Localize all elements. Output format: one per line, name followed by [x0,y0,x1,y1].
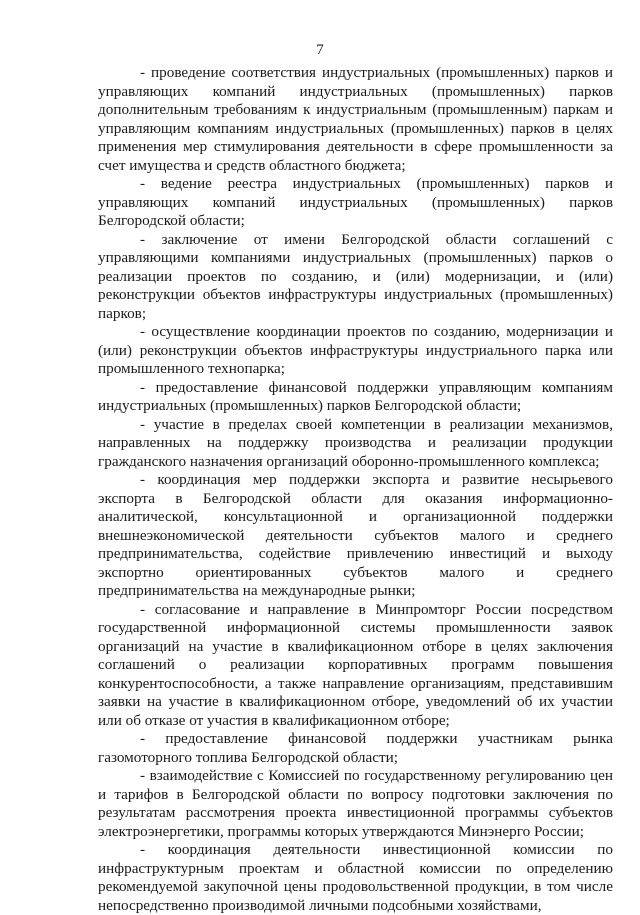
paragraph-defense-industry-support: - участие в пределах своей компетенции в реализации механизмов, направленных на поддержку производства и реализации продукции гражданского назначения организаций оборонно-промышленного комплекса; [98,415,613,470]
paragraph-gas-motor-fuel-support: - предоставление финансовой поддержки участникам рынка газомоторного топлива Белгородской области; [98,730,613,766]
paragraph-industrial-parks-compliance: - проведение соответствия индустриальных (промышленных) парков и управляющих компаний индустриальных (промышленных) парков дополнительным требованиям к индустриальным (промышленным) паркам и управляющим компаниям индустриальных (промышленных) парков в целях применения мер стимулирования деятельности в сфере промышленности за счет имущества и средств областного бюджета; [98,64,613,174]
paragraph-agreements-conclusion: - заключение от имени Белгородской области соглашений с управляющими компаниями индустриальных (промышленных) парков о реализации проектов по созданию, и (или) модернизации, и (или) реконструкции объектов инфраструктуры индустриальных (промышленных) парков; [98,230,613,322]
paragraph-investment-commission-coordination: - координация деятельности инвестиционной комиссии по инфраструктурным проектам и областной комиссии по определению рекомендуемой закупочной цены продовольственной продукции, в том числе непосредственно производимой личными подсобными хозяйствами, [98,841,613,914]
paragraph-financial-support-parks: - предоставление финансовой поддержки управляющим компаниям индустриальных (промышленных) парков Белгородской области; [98,378,613,414]
document-body [98,64,613,915]
paragraph-minpromtorg-applications: - согласование и направление в Минпромторг России посредством государственной информационной системы промышленности заявок организаций на участие в квалификационном отборе в целях заключения соглашений о реализации корпоративных программ повышения конкурентоспособности, а также направление организациям, представившим заявки на участие в квалификационном отборе, уведомлений об их участии или об отказе от участия в квалификационном отборе; [98,600,613,729]
paragraph-registry-maintenance: - ведение реестра индустриальных (промышленных) парков и управляющих компаний индустриальных (промышленных) парков Белгородской области; [98,175,613,229]
paragraph-project-coordination: - осуществление координации проектов по созданию, модернизации и (или) реконструкции объектов инфраструктуры индустриального парка или промышленного технопарка; [98,323,613,377]
paragraph-export-support: - координация мер поддержки экспорта и развитие несырьевого экспорта в Белгородской области для оказания информационно-аналитической, консультационной и организационной поддержки внешнеэкономической деятельности субъектов малого и среднего предпринимательства, содействие привлечению инвестиций и выходу экспортно ориентированных субъектов малого и среднего предпринимательства на международные рынки; [98,471,613,599]
page-number: 7 [316,42,324,58]
paragraph-tariff-commission-interaction: - взаимодействие с Комиссией по государственному регулированию цен и тарифов в Белгородской области по вопросу подготовки заключения по результатам рассмотрения проекта инвестиционной программы субъектов электроэнергетики, программы которых утверждаются Минэнерго России; [98,767,613,840]
